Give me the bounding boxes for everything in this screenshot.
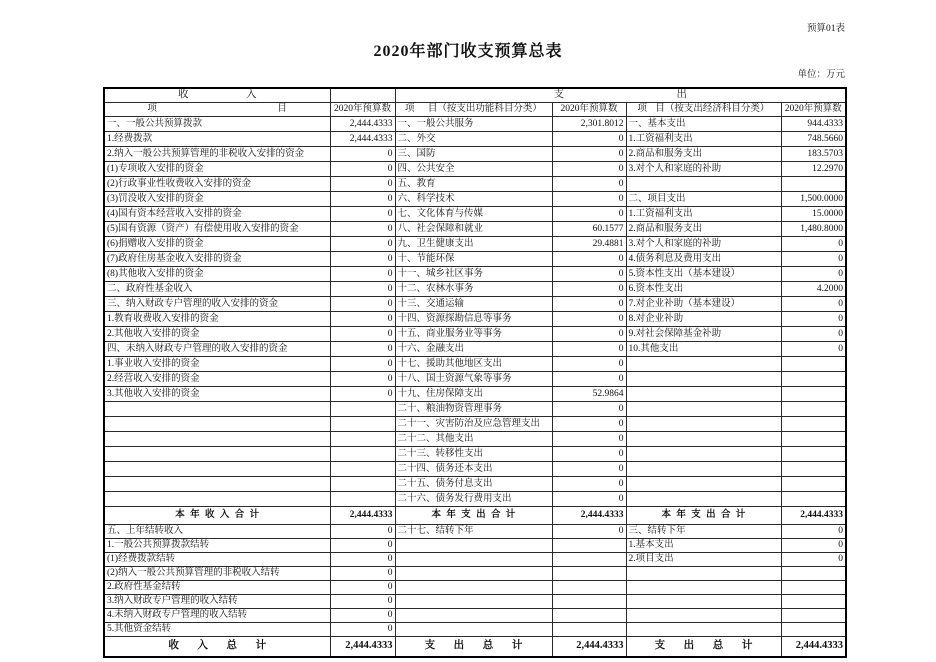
income-value-cell: 0 bbox=[330, 252, 395, 267]
budget-line-row bbox=[104, 237, 846, 252]
income-item-cell: 1.经费拨款 bbox=[104, 132, 330, 147]
budget-line-row bbox=[104, 222, 846, 237]
functional-value-cell: 0 bbox=[552, 147, 626, 162]
income-value-cell: 0 bbox=[330, 207, 395, 222]
functional-item-cell bbox=[395, 623, 552, 637]
functional-item-cell: 四、公共安全 bbox=[395, 162, 552, 177]
budget-line-row bbox=[104, 387, 846, 402]
functional-item-cell: 十七、援助其他地区支出 bbox=[395, 357, 552, 372]
budget-line-row bbox=[104, 207, 846, 222]
income-grand-total-label: 收 入 总 计 bbox=[104, 637, 330, 658]
income-value-cell: 0 bbox=[330, 623, 395, 637]
functional-value-cell: 0 bbox=[552, 297, 626, 312]
functional-value-cell: 0 bbox=[552, 477, 626, 492]
functional-item-cell: 二十、粮油物资管理事务 bbox=[395, 402, 552, 417]
income-item-cell: 3.纳入财政专户管理的收入结转 bbox=[104, 595, 330, 609]
income-group-header-spacer bbox=[330, 88, 395, 103]
economic-item-cell: 7.对企业补助（基本建设） bbox=[626, 297, 781, 312]
functional-value-cell bbox=[552, 553, 626, 567]
income-value-cell: 0 bbox=[330, 342, 395, 357]
functional-annual-subtotal-value: 2,444.4333 bbox=[552, 507, 626, 525]
income-value-cell bbox=[330, 447, 395, 462]
budget-line-row bbox=[104, 492, 846, 507]
economic-value-cell: 0 bbox=[781, 252, 846, 267]
budget-line-row bbox=[104, 417, 846, 432]
economic-item-cell: 1.工资福利支出 bbox=[626, 132, 781, 147]
income-item-cell: (1)经费拨款结转 bbox=[104, 553, 330, 567]
economic-item-cell: 2.商品和服务支出 bbox=[626, 147, 781, 162]
economic-item-cell: 2.项目支出 bbox=[626, 553, 781, 567]
income-value-cell bbox=[330, 492, 395, 507]
functional-item-cell: 二十四、债务还本支出 bbox=[395, 462, 552, 477]
economic-item-cell: 8.对企业补助 bbox=[626, 312, 781, 327]
income-value-cell: 0 bbox=[330, 222, 395, 237]
functional-value-cell: 0 bbox=[552, 312, 626, 327]
functional-value-cell: 0 bbox=[552, 252, 626, 267]
income-value-cell: 0 bbox=[330, 525, 395, 539]
economic-item-cell bbox=[626, 387, 781, 402]
income-item-cell bbox=[104, 492, 330, 507]
economic-item-cell: 二、项目支出 bbox=[626, 192, 781, 207]
economic-value-cell: 1,480.8000 bbox=[781, 222, 846, 237]
functional-item-cell: 二十六、债务发行费用支出 bbox=[395, 492, 552, 507]
income-value-cell: 0 bbox=[330, 312, 395, 327]
carryover-line-row bbox=[104, 595, 846, 609]
income-value-cell: 0 bbox=[330, 147, 395, 162]
economic-item-cell: 9.对社会保障基金补助 bbox=[626, 327, 781, 342]
economic-item-cell bbox=[626, 492, 781, 507]
income-item-cell bbox=[104, 402, 330, 417]
income-item-cell: 五、上年结转收入 bbox=[104, 525, 330, 539]
economic-annual-subtotal-value: 2,444.4333 bbox=[781, 507, 846, 525]
economic-value-cell: 0 bbox=[781, 327, 846, 342]
functional-item-cell: 七、文化体育与传媒 bbox=[395, 207, 552, 222]
income-value-cell: 0 bbox=[330, 267, 395, 282]
budget-line-row bbox=[104, 192, 846, 207]
economic-value-cell bbox=[781, 372, 846, 387]
budget-line-row bbox=[104, 117, 846, 132]
functional-value-cell: 0 bbox=[552, 327, 626, 342]
economic-value-cell: 944.4333 bbox=[781, 117, 846, 132]
doc-code: 预算01表 bbox=[806, 24, 845, 34]
functional-item-cell: 十三、交通运输 bbox=[395, 297, 552, 312]
functional-item-column-header: 项 目（按支出功能科目分类） bbox=[395, 103, 552, 117]
income-item-cell: (7)政府住房基金收入安排的资金 bbox=[104, 252, 330, 267]
income-value-cell: 0 bbox=[330, 357, 395, 372]
economic-item-cell: 6.资本性支出 bbox=[626, 282, 781, 297]
functional-item-cell bbox=[395, 581, 552, 595]
functional-item-cell: 三、国防 bbox=[395, 147, 552, 162]
income-item-cell: 4.未纳入财政专户管理的收入结转 bbox=[104, 609, 330, 623]
functional-value-cell: 0 bbox=[552, 402, 626, 417]
income-item-cell: 2.政府性基金结转 bbox=[104, 581, 330, 595]
budget-line-row bbox=[104, 357, 846, 372]
income-item-cell: (2)行政事业性收费收入安排的资金 bbox=[104, 177, 330, 192]
functional-value-cell: 0 bbox=[552, 417, 626, 432]
income-group-header: 收 入 bbox=[104, 88, 330, 103]
page-title: 2020年部门收支预算总表 bbox=[373, 43, 563, 60]
economic-item-cell: 一、基本支出 bbox=[626, 117, 781, 132]
functional-item-cell: 十四、资源探勘信息等事务 bbox=[395, 312, 552, 327]
functional-item-cell: 二十七、结转下年 bbox=[395, 525, 552, 539]
functional-value-cell bbox=[552, 581, 626, 595]
income-value-cell: 0 bbox=[330, 192, 395, 207]
economic-item-cell bbox=[626, 609, 781, 623]
carryover-line-row bbox=[104, 623, 846, 637]
income-item-column-header: 项 目 bbox=[104, 103, 330, 117]
economic-value-cell: 0 bbox=[781, 267, 846, 282]
income-value-cell bbox=[330, 402, 395, 417]
functional-value-cell bbox=[552, 609, 626, 623]
budget-line-row bbox=[104, 147, 846, 162]
income-item-cell: 1.教育收费收入安排的资金 bbox=[104, 312, 330, 327]
economic-value-cell bbox=[781, 387, 846, 402]
income-item-cell: (1)专项收入安排的资金 bbox=[104, 162, 330, 177]
economic-grand-total-value: 2,444.4333 bbox=[781, 637, 846, 658]
income-item-cell: 1.一般公共预算拨款结转 bbox=[104, 539, 330, 553]
functional-item-cell: 二十三、转移性支出 bbox=[395, 447, 552, 462]
economic-item-cell bbox=[626, 477, 781, 492]
income-value-cell bbox=[330, 432, 395, 447]
economic-item-cell: 5.资本性支出（基本建设） bbox=[626, 267, 781, 282]
functional-budget-column-header: 2020年预算数 bbox=[552, 103, 626, 117]
income-item-cell: (2)纳入一般公共预算管理的非税收入结转 bbox=[104, 567, 330, 581]
income-value-cell: 0 bbox=[330, 327, 395, 342]
income-value-cell: 0 bbox=[330, 162, 395, 177]
economic-item-cell: 3.对个人和家庭的补助 bbox=[626, 237, 781, 252]
carryover-line-row bbox=[104, 567, 846, 581]
functional-item-cell: 十八、国土资源气象等事务 bbox=[395, 372, 552, 387]
functional-value-cell: 0 bbox=[552, 357, 626, 372]
functional-item-cell: 十、节能环保 bbox=[395, 252, 552, 267]
functional-value-cell: 0 bbox=[552, 447, 626, 462]
functional-value-cell: 0 bbox=[552, 462, 626, 477]
income-annual-subtotal-value: 2,444.4333 bbox=[330, 507, 395, 525]
economic-value-cell bbox=[781, 357, 846, 372]
income-item-cell: 3.其他收入安排的资金 bbox=[104, 387, 330, 402]
economic-value-cell bbox=[781, 492, 846, 507]
income-item-cell: 三、纳入财政专户管理的收入安排的资金 bbox=[104, 297, 330, 312]
economic-value-cell bbox=[781, 477, 846, 492]
income-item-cell bbox=[104, 417, 330, 432]
income-value-cell: 0 bbox=[330, 539, 395, 553]
income-value-cell: 2,444.4333 bbox=[330, 117, 395, 132]
functional-item-cell bbox=[395, 539, 552, 553]
expense-group-header: 支 出 bbox=[395, 88, 846, 103]
economic-item-cell: 1.工资福利支出 bbox=[626, 207, 781, 222]
budget-line-row bbox=[104, 372, 846, 387]
functional-value-cell: 52.9864 bbox=[552, 387, 626, 402]
economic-item-cell bbox=[626, 567, 781, 581]
functional-item-cell bbox=[395, 553, 552, 567]
economic-value-cell: 4.2000 bbox=[781, 282, 846, 297]
functional-item-cell bbox=[395, 567, 552, 581]
economic-value-cell: 0 bbox=[781, 525, 846, 539]
income-budget-column-header: 2020年预算数 bbox=[330, 103, 395, 117]
income-item-cell: (4)国有资本经营收入安排的资金 bbox=[104, 207, 330, 222]
carryover-line-row bbox=[104, 525, 846, 539]
budget-line-row bbox=[104, 447, 846, 462]
functional-value-cell: 0 bbox=[552, 162, 626, 177]
income-value-cell bbox=[330, 477, 395, 492]
functional-value-cell: 0 bbox=[552, 192, 626, 207]
economic-item-cell bbox=[626, 417, 781, 432]
income-value-cell: 0 bbox=[330, 609, 395, 623]
budget-line-row bbox=[104, 252, 846, 267]
functional-value-cell: 2,301.8012 bbox=[552, 117, 626, 132]
functional-item-cell bbox=[395, 595, 552, 609]
economic-item-cell: 三、结转下年 bbox=[626, 525, 781, 539]
budget-line-row bbox=[104, 267, 846, 282]
economic-value-cell bbox=[781, 417, 846, 432]
functional-item-cell: 二十五、债务付息支出 bbox=[395, 477, 552, 492]
economic-item-cell: 2.商品和服务支出 bbox=[626, 222, 781, 237]
carryover-line-row bbox=[104, 609, 846, 623]
group-header-row bbox=[104, 88, 846, 103]
annual-subtotal-row bbox=[104, 507, 846, 525]
economic-item-cell bbox=[626, 623, 781, 637]
functional-item-cell: 十九、住房保障支出 bbox=[395, 387, 552, 402]
income-item-cell: (6)捐赠收入安排的资金 bbox=[104, 237, 330, 252]
grand-total-row bbox=[104, 637, 846, 658]
functional-item-cell: 二、外交 bbox=[395, 132, 552, 147]
functional-grand-total-label: 支 出 总 计 bbox=[395, 637, 552, 658]
income-item-cell: (5)国有资源（资产）有偿使用收入安排的资金 bbox=[104, 222, 330, 237]
budget-line-row bbox=[104, 477, 846, 492]
economic-value-cell bbox=[781, 402, 846, 417]
economic-value-cell: 12.2970 bbox=[781, 162, 846, 177]
economic-item-cell bbox=[626, 177, 781, 192]
income-value-cell bbox=[330, 462, 395, 477]
economic-value-cell bbox=[781, 447, 846, 462]
functional-item-cell: 二十二、其他支出 bbox=[395, 432, 552, 447]
income-item-cell: (8)其他收入安排的资金 bbox=[104, 267, 330, 282]
income-item-cell: 2.经营收入安排的资金 bbox=[104, 372, 330, 387]
economic-value-cell: 748.5660 bbox=[781, 132, 846, 147]
economic-value-cell: 0 bbox=[781, 553, 846, 567]
functional-item-cell: 五、教育 bbox=[395, 177, 552, 192]
economic-item-cell: 4.债务利息及费用支出 bbox=[626, 252, 781, 267]
economic-value-cell: 1,500.0000 bbox=[781, 192, 846, 207]
functional-item-cell: 十二、农林水事务 bbox=[395, 282, 552, 297]
budget-line-row bbox=[104, 282, 846, 297]
income-value-cell: 0 bbox=[330, 595, 395, 609]
budget-line-row bbox=[104, 177, 846, 192]
income-item-cell: 四、未纳入财政专户管理的收入安排的资金 bbox=[104, 342, 330, 357]
functional-value-cell bbox=[552, 539, 626, 553]
budget-line-row bbox=[104, 327, 846, 342]
economic-budget-column-header: 2020年预算数 bbox=[781, 103, 846, 117]
economic-value-cell: 0 bbox=[781, 237, 846, 252]
column-header-row bbox=[104, 103, 846, 117]
income-value-cell: 2,444.4333 bbox=[330, 132, 395, 147]
income-value-cell: 0 bbox=[330, 553, 395, 567]
income-value-cell: 0 bbox=[330, 567, 395, 581]
functional-item-cell bbox=[395, 609, 552, 623]
economic-value-cell bbox=[781, 432, 846, 447]
economic-value-cell: 0 bbox=[781, 539, 846, 553]
economic-item-cell bbox=[626, 581, 781, 595]
functional-item-cell: 九、卫生健康支出 bbox=[395, 237, 552, 252]
carryover-line-row bbox=[104, 539, 846, 553]
functional-value-cell: 0 bbox=[552, 525, 626, 539]
income-value-cell: 0 bbox=[330, 387, 395, 402]
functional-item-cell: 六、科学技术 bbox=[395, 192, 552, 207]
budget-line-row bbox=[104, 312, 846, 327]
income-item-cell: 1.事业收入安排的资金 bbox=[104, 357, 330, 372]
economic-value-cell: 0 bbox=[781, 312, 846, 327]
economic-annual-subtotal-label: 本 年 支 出 合 计 bbox=[626, 507, 781, 525]
economic-value-cell: 0 bbox=[781, 297, 846, 312]
budget-line-row bbox=[104, 342, 846, 357]
income-annual-subtotal-label: 本 年 收 入 合 计 bbox=[104, 507, 330, 525]
budget-line-row bbox=[104, 432, 846, 447]
budget-table bbox=[103, 87, 847, 658]
functional-item-cell: 十六、金融支出 bbox=[395, 342, 552, 357]
income-item-cell bbox=[104, 462, 330, 477]
economic-item-cell bbox=[626, 462, 781, 477]
income-value-cell: 0 bbox=[330, 372, 395, 387]
economic-value-cell bbox=[781, 567, 846, 581]
functional-value-cell bbox=[552, 595, 626, 609]
income-value-cell: 0 bbox=[330, 297, 395, 312]
functional-item-cell: 十一、城乡社区事务 bbox=[395, 267, 552, 282]
income-item-cell bbox=[104, 477, 330, 492]
economic-value-cell: 15.0000 bbox=[781, 207, 846, 222]
income-item-cell: 一、一般公共预算拨款 bbox=[104, 117, 330, 132]
economic-item-cell: 10.其他支出 bbox=[626, 342, 781, 357]
economic-item-cell: 3.对个人和家庭的补助 bbox=[626, 162, 781, 177]
budget-line-row bbox=[104, 162, 846, 177]
economic-value-cell bbox=[781, 462, 846, 477]
income-grand-total-value: 2,444.4333 bbox=[330, 637, 395, 658]
economic-grand-total-label: 支 出 总 计 bbox=[626, 637, 781, 658]
economic-item-cell bbox=[626, 447, 781, 462]
economic-value-cell: 183.5703 bbox=[781, 147, 846, 162]
income-value-cell: 0 bbox=[330, 177, 395, 192]
economic-item-cell bbox=[626, 432, 781, 447]
economic-item-cell: 1.基本支出 bbox=[626, 539, 781, 553]
functional-annual-subtotal-label: 本 年 支 出 合 计 bbox=[395, 507, 552, 525]
unit-label: 单位：万元 bbox=[797, 70, 845, 80]
income-value-cell: 0 bbox=[330, 282, 395, 297]
functional-value-cell: 0 bbox=[552, 432, 626, 447]
income-value-cell: 0 bbox=[330, 237, 395, 252]
economic-item-cell bbox=[626, 402, 781, 417]
carryover-line-row bbox=[104, 553, 846, 567]
income-value-cell: 0 bbox=[330, 581, 395, 595]
economic-value-cell bbox=[781, 609, 846, 623]
budget-line-row bbox=[104, 297, 846, 312]
income-item-cell: (3)罚没收入安排的资金 bbox=[104, 192, 330, 207]
income-item-cell: 二、政府性基金收入 bbox=[104, 282, 330, 297]
economic-item-column-header: 项 目（按支出经济科目分类） bbox=[626, 103, 781, 117]
functional-item-cell: 十五、商业服务业等事务 bbox=[395, 327, 552, 342]
functional-value-cell: 0 bbox=[552, 342, 626, 357]
functional-value-cell: 29.4881 bbox=[552, 237, 626, 252]
functional-value-cell: 0 bbox=[552, 372, 626, 387]
income-value-cell bbox=[330, 417, 395, 432]
functional-item-cell: 八、社会保障和就业 bbox=[395, 222, 552, 237]
income-item-cell: 2.其他收入安排的资金 bbox=[104, 327, 330, 342]
functional-item-cell: 一、一般公共服务 bbox=[395, 117, 552, 132]
income-item-cell bbox=[104, 447, 330, 462]
functional-item-cell: 二十一、灾害防治及应急管理支出 bbox=[395, 417, 552, 432]
budget-line-row bbox=[104, 402, 846, 417]
functional-value-cell: 0 bbox=[552, 282, 626, 297]
economic-value-cell bbox=[781, 581, 846, 595]
economic-item-cell bbox=[626, 357, 781, 372]
carryover-line-row bbox=[104, 581, 846, 595]
budget-line-row bbox=[104, 462, 846, 477]
functional-grand-total-value: 2,444.4333 bbox=[552, 637, 626, 658]
economic-value-cell: 0 bbox=[781, 342, 846, 357]
functional-value-cell: 0 bbox=[552, 177, 626, 192]
income-item-cell: 2.纳入一般公共预算管理的非税收入安排的资金 bbox=[104, 147, 330, 162]
economic-value-cell bbox=[781, 623, 846, 637]
functional-value-cell: 0 bbox=[552, 132, 626, 147]
functional-value-cell: 0 bbox=[552, 207, 626, 222]
economic-item-cell bbox=[626, 595, 781, 609]
functional-value-cell: 0 bbox=[552, 492, 626, 507]
income-item-cell bbox=[104, 432, 330, 447]
budget-line-row bbox=[104, 132, 846, 147]
functional-value-cell bbox=[552, 567, 626, 581]
functional-value-cell: 0 bbox=[552, 267, 626, 282]
income-item-cell: 5.其他资金结转 bbox=[104, 623, 330, 637]
economic-value-cell bbox=[781, 595, 846, 609]
economic-value-cell bbox=[781, 177, 846, 192]
economic-item-cell bbox=[626, 372, 781, 387]
functional-value-cell: 60.1577 bbox=[552, 222, 626, 237]
functional-value-cell bbox=[552, 623, 626, 637]
